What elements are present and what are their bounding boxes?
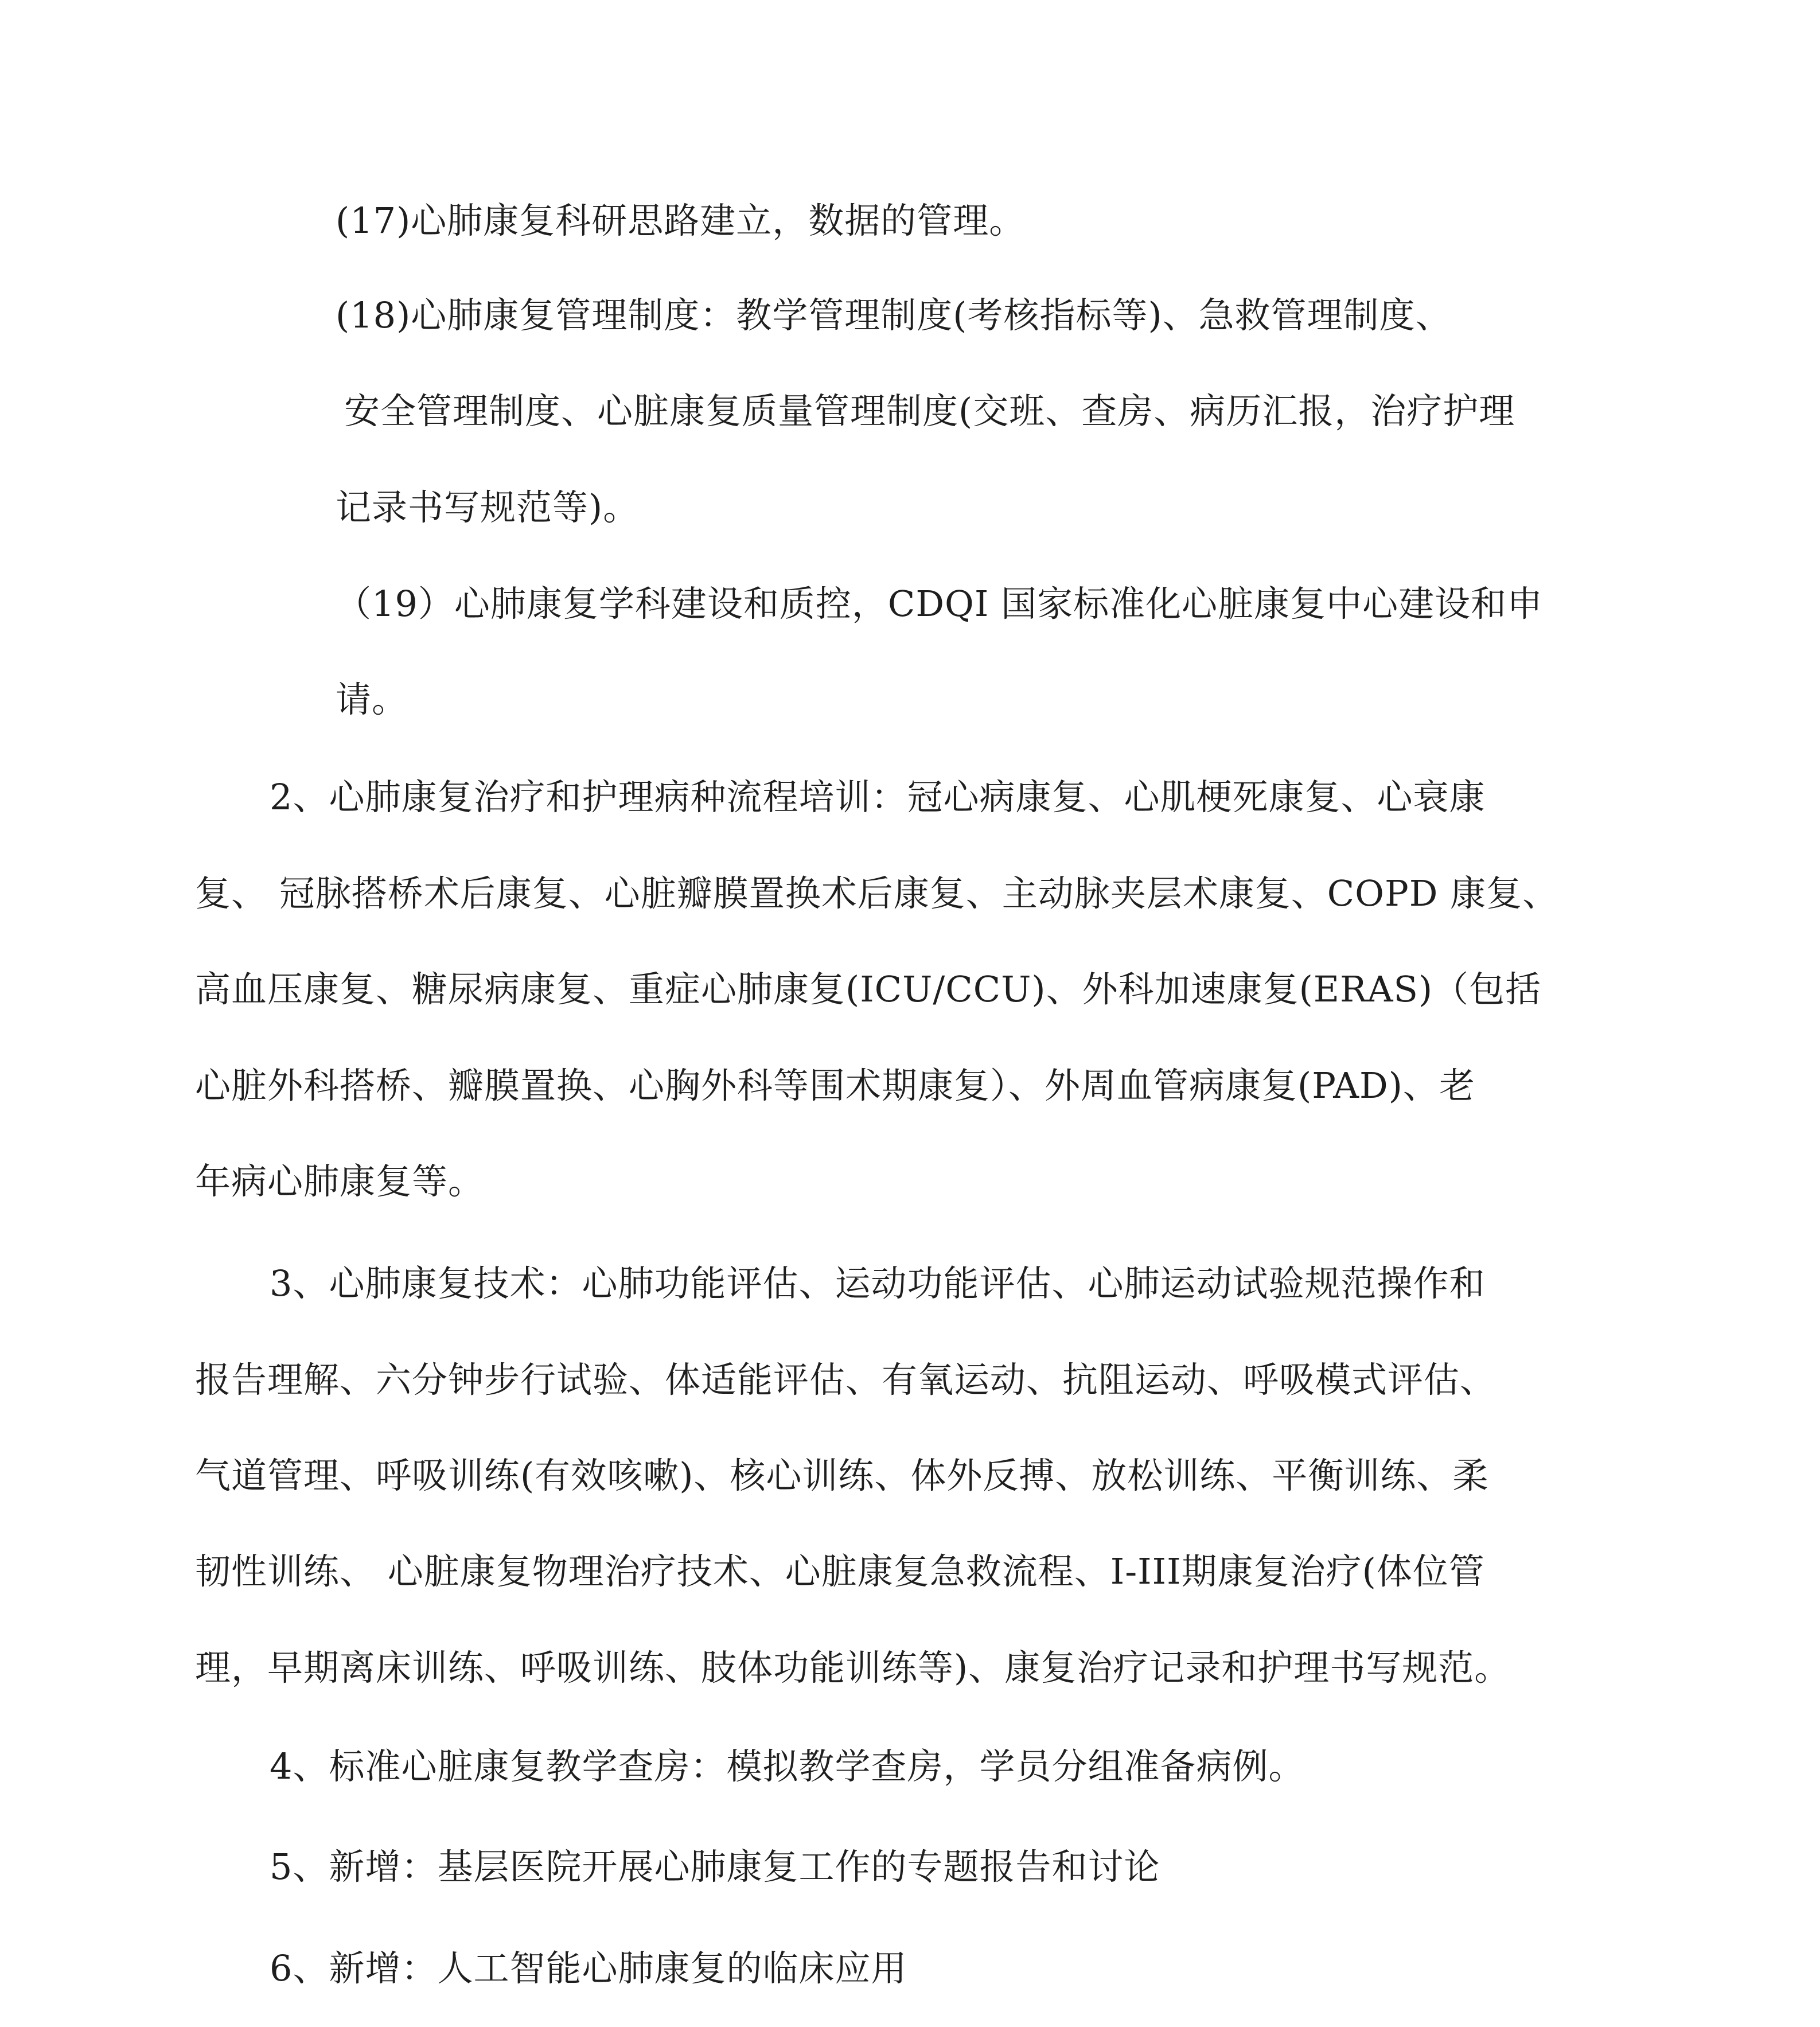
item-19-line-1: （19）心肺康复学科建设和质控，CDQI 国家标准化心脏康复中心建设和申: [336, 583, 1544, 625]
item-18-line-2: 安全管理制度、心脏康复质量管理制度(交班、查房、病历汇报，治疗护理: [344, 390, 1515, 432]
section-2-line-1: 2、心肺康复治疗和护理病种流程培训：冠心病康复、心肌梗死康复、心衰康: [270, 776, 1486, 818]
section-3-line-4: 韧性训练、 心脏康复物理治疗技术、心脏康复急救流程、I-III期康复治疗(体位管: [195, 1550, 1485, 1592]
section-3-line-2: 报告理解、六分钟步行试验、体适能评估、有氧运动、抗阻运动、呼吸模式评估、: [195, 1359, 1496, 1401]
section-2-line-3: 高血压康复、糖尿病康复、重症心肺康复(ICU/CCU)、外科加速康复(ERAS)（包括: [195, 968, 1542, 1010]
section-6-line: 6、新增：人工智能心肺康复的临床应用: [270, 1947, 907, 1989]
section-4-line: 4、标准心脏康复教学查房：模拟教学查房，学员分组准备病例。: [270, 1745, 1305, 1787]
item-18-line-3: 记录书写规范等)。: [336, 486, 640, 528]
section-3-line-3: 气道管理、呼吸训练(有效咳嗽)、核心训练、体外反搏、放松训练、平衡训练、柔: [195, 1455, 1489, 1496]
section-3-line-5: 理，早期离床训练、呼吸训练、肢体功能训练等)、康复治疗记录和护理书写规范。: [195, 1647, 1511, 1689]
section-2-line-2: 复、 冠脉搭桥术后康复、心脏瓣膜置换术后康复、主动脉夹层术康复、COPD 康复、: [195, 872, 1559, 914]
item-18-line-1: (18)心肺康复管理制度：教学管理制度(考核指标等)、急救管理制度、: [336, 294, 1452, 336]
section-3-line-1: 3、心肺康复技术：心肺功能评估、运动功能评估、心肺运动试验规范操作和: [270, 1262, 1486, 1304]
section-2-line-5: 年病心肺康复等。: [195, 1160, 485, 1202]
item-19-line-2: 请。: [336, 679, 408, 720]
section-2-line-4: 心脏外科搭桥、瓣膜置换、心胸外科等围术期康复）、外周血管病康复(PAD)、老: [195, 1065, 1475, 1106]
item-17-line: (17)心肺康复科研思路建立，数据的管理。: [336, 200, 1026, 241]
section-5-line: 5、新增：基层医院开展心肺康复工作的专题报告和讨论: [270, 1846, 1160, 1888]
